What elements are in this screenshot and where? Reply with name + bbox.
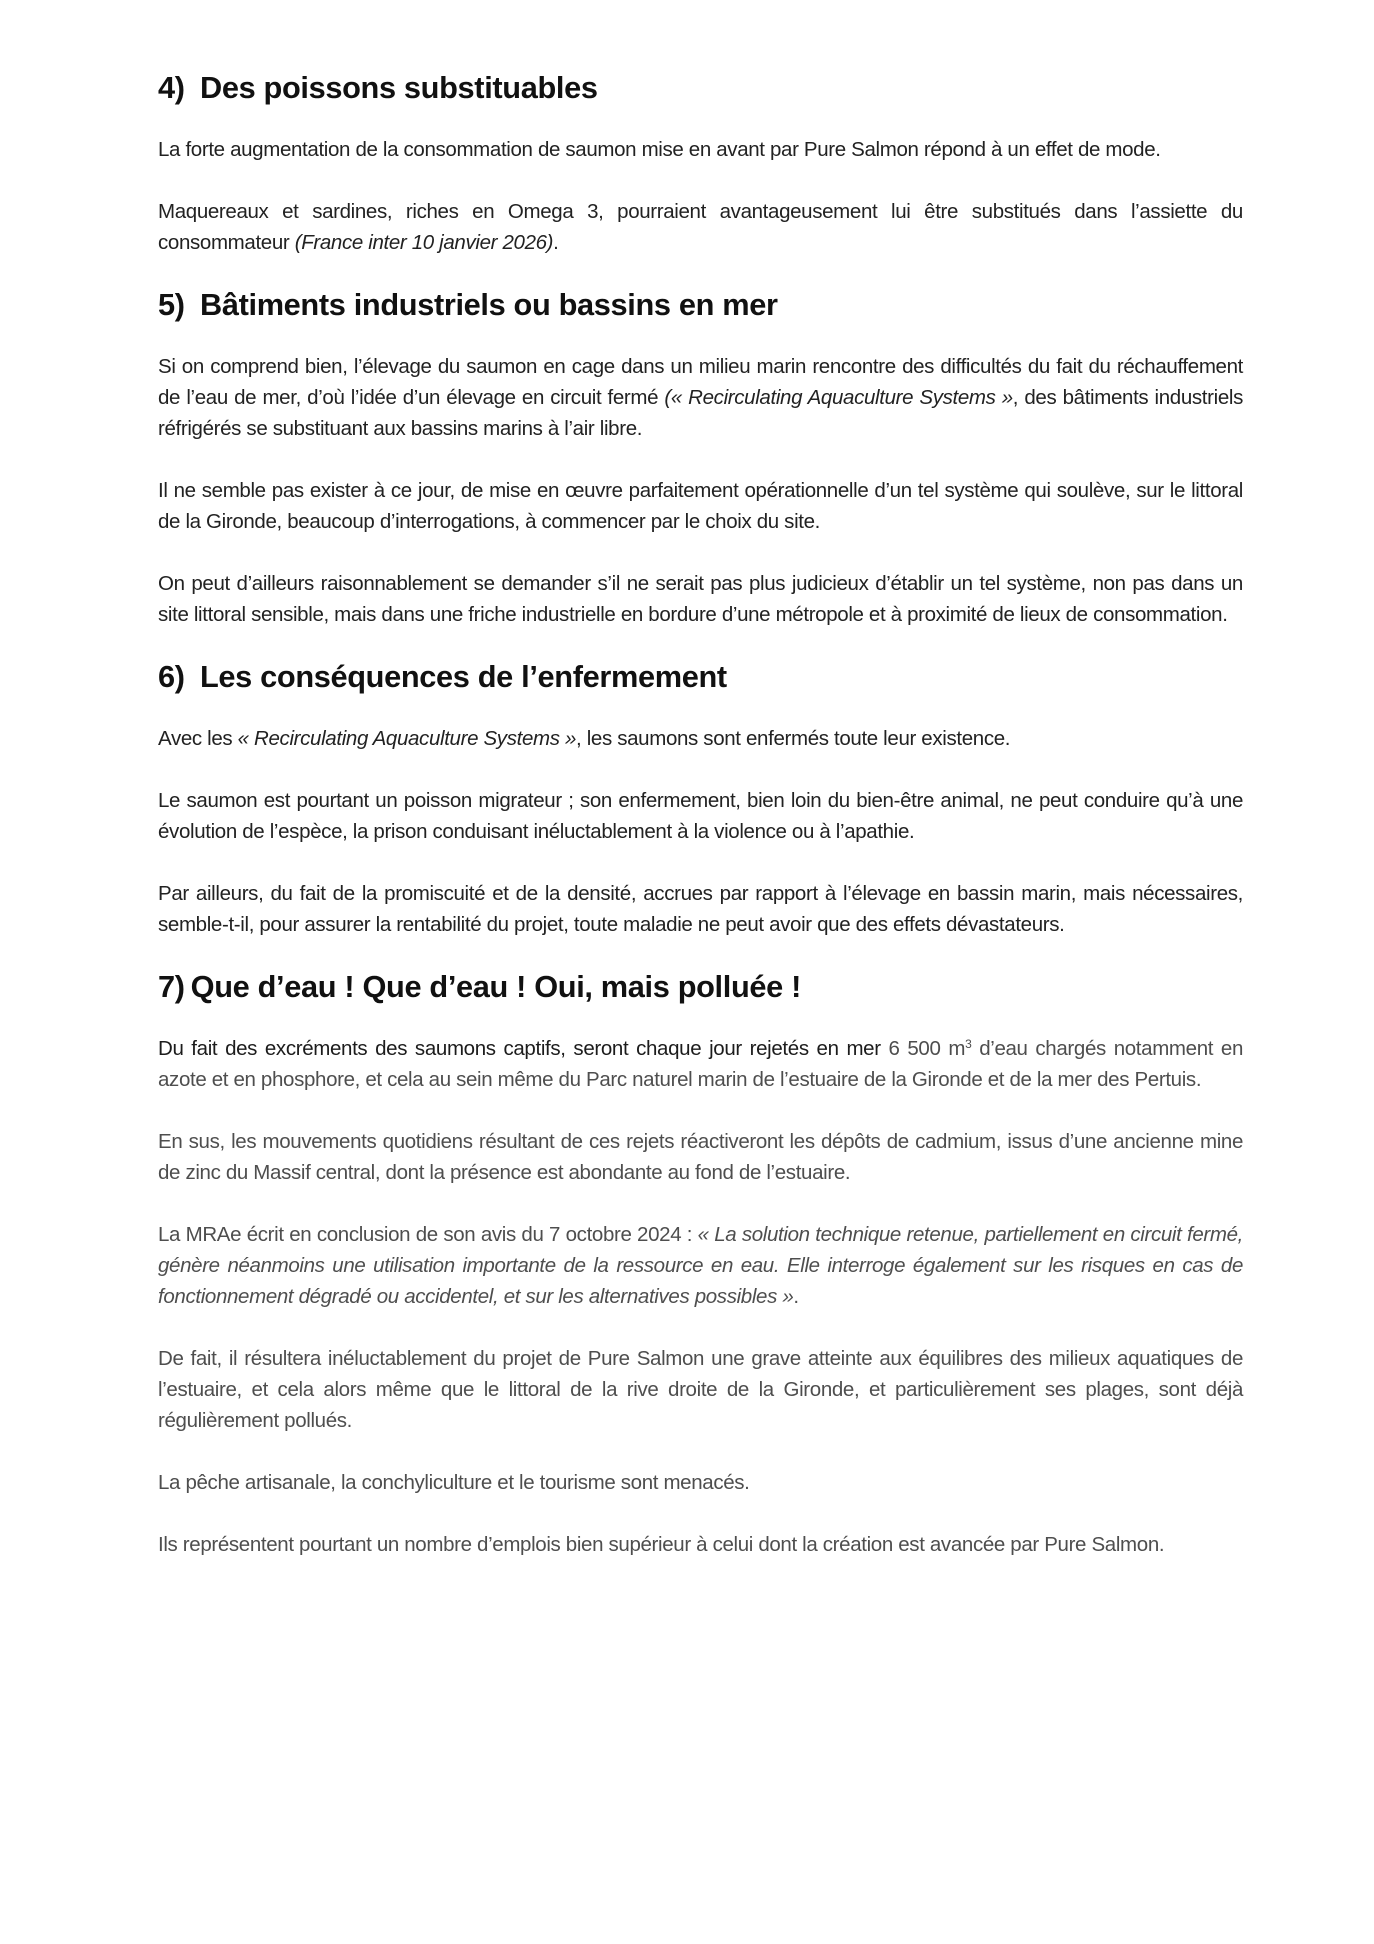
volume-unit-superscript: 3 xyxy=(965,1037,972,1051)
paragraph: Le saumon est pourtant un poisson migrateur ; son enfermement, bien loin du bien-être animal, ne peut conduire qu’à une évolution de l’espèce, la prison conduisant inéluctablement à la violence ou à l’apathie. xyxy=(158,789,1243,843)
section-title: Des poissons substituables xyxy=(200,70,598,105)
section-title: Bâtiments industriels ou bassins en mer xyxy=(200,287,778,322)
paragraph-text: , des bâtiments industriels réfrigérés se substituant aux bassins marins à l’air libre. xyxy=(158,386,1243,440)
section-title: Que d’eau ! Que d’eau ! Oui, mais polluée ! xyxy=(190,969,801,1004)
volume-value: 6 500 m xyxy=(888,1037,966,1060)
paragraph: Il ne semble pas exister à ce jour, de mise en œuvre parfaitement opérationnelle d’un tel système qui soulève, sur le littoral de la Gironde, beaucoup d’interrogations, à commencer par le choix du site. xyxy=(158,479,1243,533)
section-title: Les conséquences de l’enfermement xyxy=(200,659,727,694)
paragraph xyxy=(158,351,1243,444)
document-page xyxy=(158,72,1243,1560)
section-heading-6 xyxy=(158,661,1243,692)
section-heading-7 xyxy=(158,971,1243,1002)
section-number: 5) xyxy=(158,287,185,322)
section-number: 6) xyxy=(158,659,185,694)
paragraph: On peut d’ailleurs raisonnablement se demander s’il ne serait pas plus judicieux d’établir un tel système, non pas dans un site littoral sensible, mais dans une friche industrielle en bordure d’une métropole et à proximité de lieux de consommation. xyxy=(158,572,1243,626)
paragraph-text: . xyxy=(793,1285,799,1308)
paragraph-text: Si on comprend bien, l’élevage du saumon en cage dans un milieu marin rencontre des difficultés du fait du réchauffement de l’eau de mer, d’où l’idée d’un élevage en circuit fermé xyxy=(158,355,1243,409)
paragraph-text: Maquereaux et sardines, riches en Omega 3, pourraient avantageusement lui être substitués dans l’assiette du consommateur xyxy=(158,200,1243,254)
paragraph: La pêche artisanale, la conchyliculture et le tourisme sont menacés. xyxy=(158,1471,750,1494)
section-heading-4 xyxy=(158,72,1243,103)
paragraph: De fait, il résultera inéluctablement du projet de Pure Salmon une grave atteinte aux équilibres des milieux aquatiques de l’estuaire, et cela alors même que le littoral de la rive droite de la Gironde, et particulièrement ses plages, sont déjà régulièrement pollués. xyxy=(158,1347,1243,1432)
section-heading-5 xyxy=(158,289,1243,320)
italic-term: « Recirculating Aquaculture Systems » xyxy=(237,727,577,750)
quotation: « La solution technique retenue, partiellement en circuit fermé, génère néanmoins une utilisation importante de la ressource en eau. Elle interroge également sur les risques en cas de fonctionnement dégradé ou accidentel, et sur les alternatives possibles » xyxy=(158,1223,1244,1308)
paragraph xyxy=(158,1033,1243,1095)
paragraph: La forte augmentation de la consommation de saumon mise en avant par Pure Salmon répond à un effet de mode. xyxy=(158,138,1161,161)
citation-source: (France inter 10 janvier 2026) xyxy=(294,231,554,254)
paragraph-text: Avec les xyxy=(158,727,238,750)
paragraph xyxy=(158,1219,1243,1312)
paragraph xyxy=(158,723,1243,754)
section-number: 4) xyxy=(158,70,185,105)
paragraph-text: d’eau chargés notamment en azote et en phosphore, et cela au sein même du Parc naturel marin de l’estuaire de la Gironde et de la mer des Pertuis. xyxy=(158,1037,1244,1091)
italic-term: (« Recirculating Aquaculture Systems » xyxy=(664,386,1013,409)
paragraph-text-dark: Du fait des excréments des saumons captifs, seront chaque jour rejetés en mer xyxy=(158,1037,889,1060)
section-number: 7) xyxy=(158,969,185,1004)
paragraph-text: , les saumons sont enfermés toute leur existence. xyxy=(576,727,1011,750)
paragraph: Ils représentent pourtant un nombre d’emplois bien supérieur à celui dont la création est avancée par Pure Salmon. xyxy=(158,1533,1165,1556)
paragraph: En sus, les mouvements quotidiens résultant de ces rejets réactiveront les dépôts de cadmium, issus d’une ancienne mine de zinc du Massif central, dont la présence est abondante au fond de l’estuaire. xyxy=(158,1130,1243,1184)
paragraph-text: La MRAe écrit en conclusion de son avis du 7 octobre 2024 : xyxy=(158,1223,698,1246)
paragraph-text: . xyxy=(553,231,559,254)
paragraph xyxy=(158,196,1243,258)
paragraph: Par ailleurs, du fait de la promiscuité et de la densité, accrues par rapport à l’élevage en bassin marin, mais nécessaires, semble-t-il, pour assurer la rentabilité du projet, toute maladie ne peut avoir que des effets dévastateurs. xyxy=(158,882,1243,936)
